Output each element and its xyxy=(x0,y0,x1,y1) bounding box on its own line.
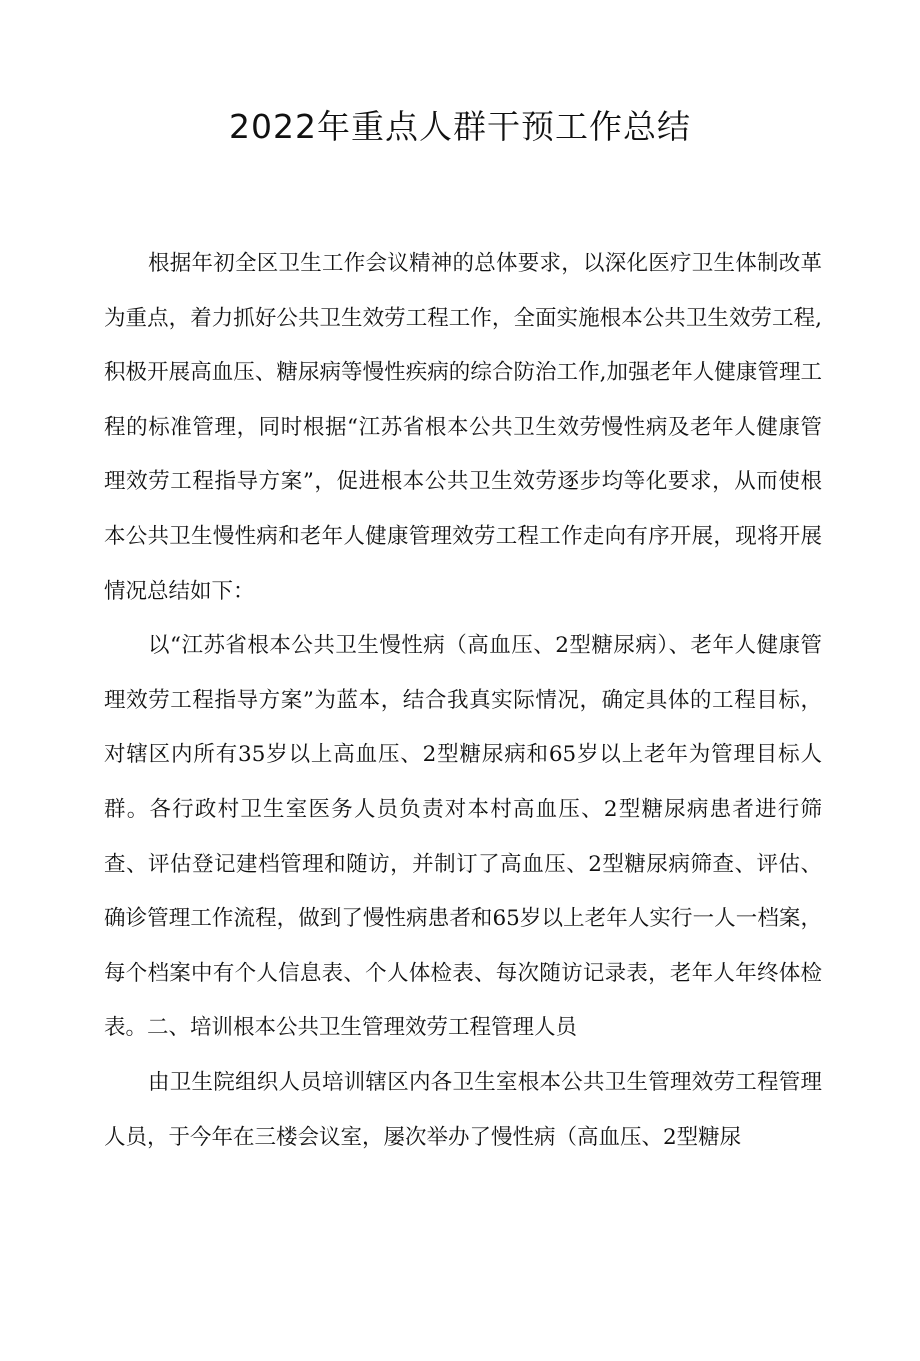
paragraph-management-targets: 以“江苏省根本公共卫生慢性病（高血压、2型糖尿病）、老年人健康管理效劳工程指导方案”为蓝本，结合我真实际情况，确定具体的工程目标，对辖区内所有35岁以上高血压、2型糖尿病和65岁以上老年为管理目标人群。各行政村卫生室医务人员负责对本村高血压、2型糖尿病患者进行筛查、评估登记建档管理和随访，并制订了高血压、2型糖尿病筛查、评估、确诊管理工作流程，做到了慢性病患者和65岁以上老年人实行一人一档案，每个档案中有个人信息表、个人体检表、每次随访记录表，老年人年终体检表。二、培训根本公共卫生管理效劳工程管理人员 xyxy=(104,633,822,1041)
paragraph-intro: 根据年初全区卫生工作会议精神的总体要求，以深化医疗卫生体制改革为重点，着力抓好公共卫生效劳工程工作，全面实施根本公共卫生效劳工程,积极开展高血压、糖尿病等慢性疾病的综合防治工作,加强老年人健康管理工程的标准管理，同时根据“江苏省根本公共卫生效劳慢性病及老年人健康管理效劳工程指导方案”，促进根本公共卫生效劳逐步均等化要求，从而使根本公共卫生慢性病和老年人健康管理效劳工程工作走向有序开展，现将开展情况总结如下： xyxy=(104,251,822,604)
document-title: 2022年重点人群干预工作总结 xyxy=(229,107,691,146)
paragraph-training: 由卫生院组织人员培训辖区内各卫生室根本公共卫生管理效劳工程管理人员，于今年在三楼会议室，屡次举办了慢性病（高血压、2型糖尿 xyxy=(104,1069,822,1150)
document-body xyxy=(104,237,822,1165)
